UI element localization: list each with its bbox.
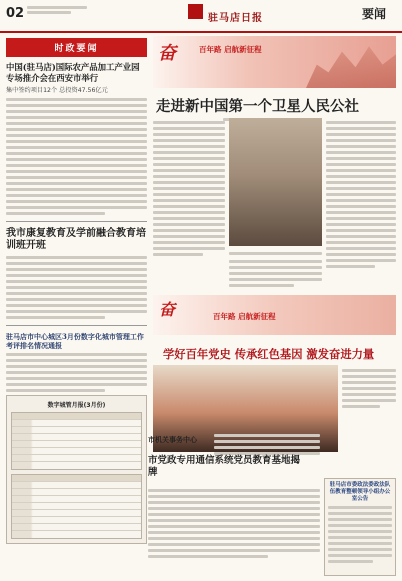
article-body (6, 98, 147, 215)
article-training-class (6, 228, 147, 319)
section-banner-label: 时政要闻 (54, 44, 99, 54)
feature2-caption (342, 366, 396, 411)
article-urban-management (6, 332, 147, 544)
article-headline: 市党政专用通信系统党员教育基地揭牌 (148, 455, 301, 478)
section-label: 要闻 (361, 7, 386, 21)
article-body (6, 256, 147, 319)
article-agency-center-body (214, 431, 320, 458)
feature1-photo (229, 118, 322, 246)
article-headline: 中国(驻马店)国际农产品加工产业园专场推介会在西安市举行 (6, 62, 140, 83)
feature-title: 学好百年党史 传承红色基因 激发奋进力量 (163, 347, 375, 361)
article-headline: 市机关事务中心 (148, 436, 197, 444)
banner-tag: 百年路 启航新征程 (199, 45, 262, 54)
announcement-headline: 驻马店市委政法委政法队伍教育整顿领导小组办公室公告 (329, 482, 391, 502)
masthead (0, 0, 402, 33)
article-headline: 我市康复教育及学前融合教育培训班开班 (6, 228, 146, 251)
announcement-box (324, 478, 396, 576)
article-agency-center (148, 435, 208, 445)
article-comms-base (148, 455, 308, 479)
article-body (6, 353, 147, 392)
feature1-body-right (326, 118, 396, 271)
feature-title: 走进新中国第一个卫星人民公社 (156, 98, 359, 115)
divider (6, 325, 147, 326)
divider (6, 221, 147, 222)
stat-panel (6, 395, 147, 544)
announcement-body (328, 506, 392, 563)
paper-logo-icon (188, 4, 203, 19)
article-comms-base-body (148, 486, 320, 561)
feature-banner (153, 295, 396, 335)
article-headline: 驻马店市中心城区3月份数字化城市管理工作考评排名情况通报 (6, 332, 144, 350)
left-column (6, 38, 147, 544)
feature-banner (153, 36, 396, 88)
ranking-table (11, 412, 142, 470)
article-subhead: 集中签约项目12个 总投资47.56亿元 (6, 87, 108, 94)
banner-calligraphy: 奋 (159, 300, 176, 319)
right-column (153, 36, 396, 121)
banner-calligraphy: 奋 (158, 43, 176, 64)
stat-panel-title: 数字城管月报(3月份) (47, 402, 106, 409)
article-agri-park (6, 62, 147, 215)
paper-name: 驻马店日报 (208, 13, 263, 24)
dateline (27, 6, 97, 14)
page-number: 02 (6, 6, 25, 21)
banner-tag: 百年路 启航新征程 (213, 312, 276, 321)
banner-decoration (306, 36, 396, 88)
feature1-body-bottom (229, 257, 322, 290)
section-banner (6, 38, 147, 57)
ranking-table (11, 474, 142, 539)
feature1-body-left (153, 118, 225, 259)
